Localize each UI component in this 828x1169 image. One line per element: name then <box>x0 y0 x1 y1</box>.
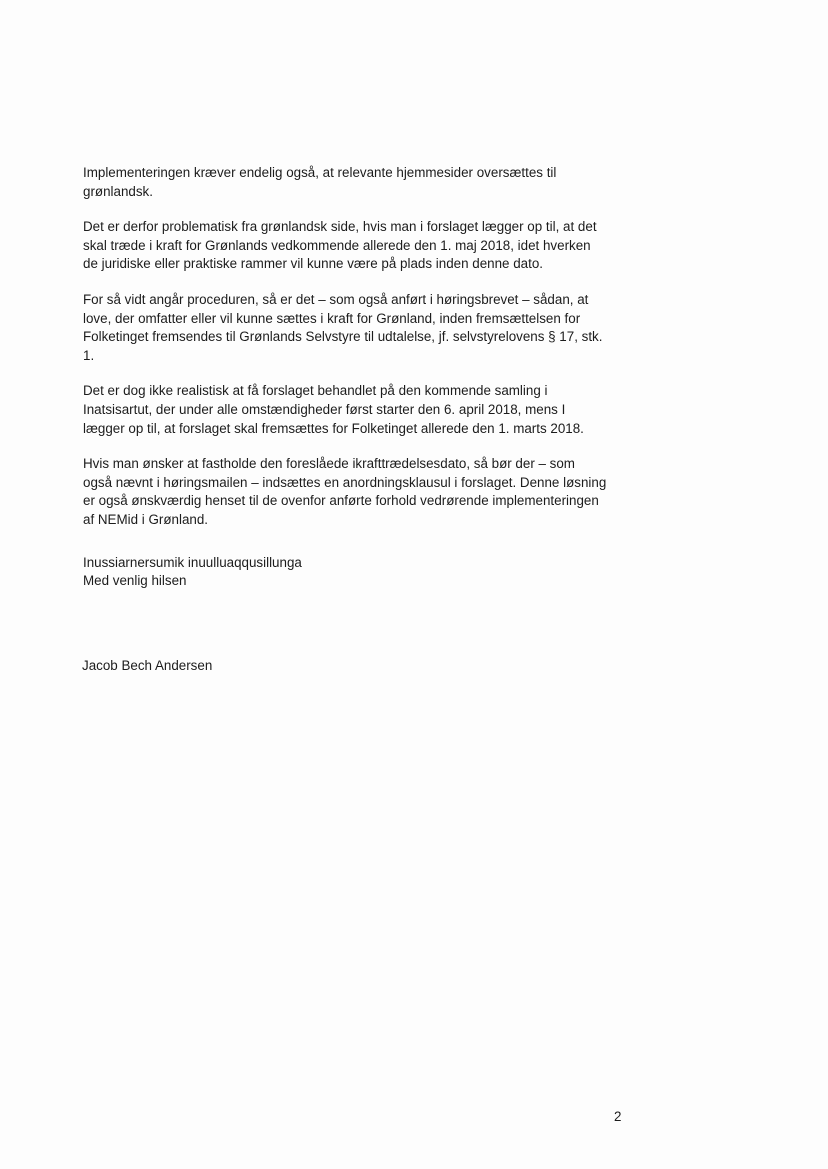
text-line: skal træde i kraft for Grønlands vedkommende allerede den 1. maj 2018, idet hverken <box>83 237 591 253</box>
text-line: også nævnt i høringsmailen – indsættes en anordningsklausul i forslaget. Denne løsning <box>83 474 607 490</box>
text-line: de juridiske eller praktiske rammer vil kunne være på plads inden denne dato. <box>83 256 543 272</box>
greeting-danish: Med venlig hilsen <box>83 573 187 589</box>
paragraph-problematic <box>83 218 643 274</box>
text-line: Inatsisartut, der under alle omstændigheder først starter den 6. april 2018, mens I <box>83 401 566 417</box>
paragraph-realistic <box>83 382 643 438</box>
text-line: Det er derfor problematisk fra grønlandsk side, hvis man i forslaget lægger op til, at det <box>83 219 597 235</box>
closing-greeting <box>83 554 643 591</box>
paragraph-procedure <box>83 291 643 365</box>
greeting-greenlandic: Inussiarnersumik inuulluaqqusillunga <box>83 554 302 570</box>
signature-name: Jacob Bech Andersen <box>82 658 213 673</box>
text-line: af NEMid i Grønland. <box>83 511 209 527</box>
text-line: Det er dog ikke realistisk at få forslaget behandlet på den kommende samling i <box>83 383 548 399</box>
text-line: grønlandsk. <box>83 183 153 199</box>
text-line: love, der omfatter eller vil kunne sættes i kraft for Grønland, inden fremsættelsen for <box>83 310 581 326</box>
text-line: For så vidt angår proceduren, så er det – som også anført i høringsbrevet – sådan, at <box>83 291 589 307</box>
paragraph-implementation <box>83 164 643 201</box>
text-line: er også ønskværdig henset til de ovenfor anførte forhold vedrørende implementeringen <box>83 493 599 509</box>
letter-body <box>83 164 643 591</box>
text-line: 1. <box>83 347 95 363</box>
paragraph-clause <box>83 455 643 529</box>
text-line: Folketinget fremsendes til Grønlands Selvstyre til udtalelse, jf. selvstyrelovens § 17, stk. <box>83 329 603 345</box>
text-line: lægger op til, at forslaget skal fremsættes for Folketinget allerede den 1. marts 2018. <box>83 420 584 436</box>
text-line: Implementeringen kræver endelig også, at relevante hjemmesider oversættes til <box>83 165 557 180</box>
text-line: Hvis man ønsker at fastholde den foreslåede ikrafttrædelsesdato, så bør der – som <box>83 456 575 472</box>
page-number: 2 <box>614 1109 622 1124</box>
